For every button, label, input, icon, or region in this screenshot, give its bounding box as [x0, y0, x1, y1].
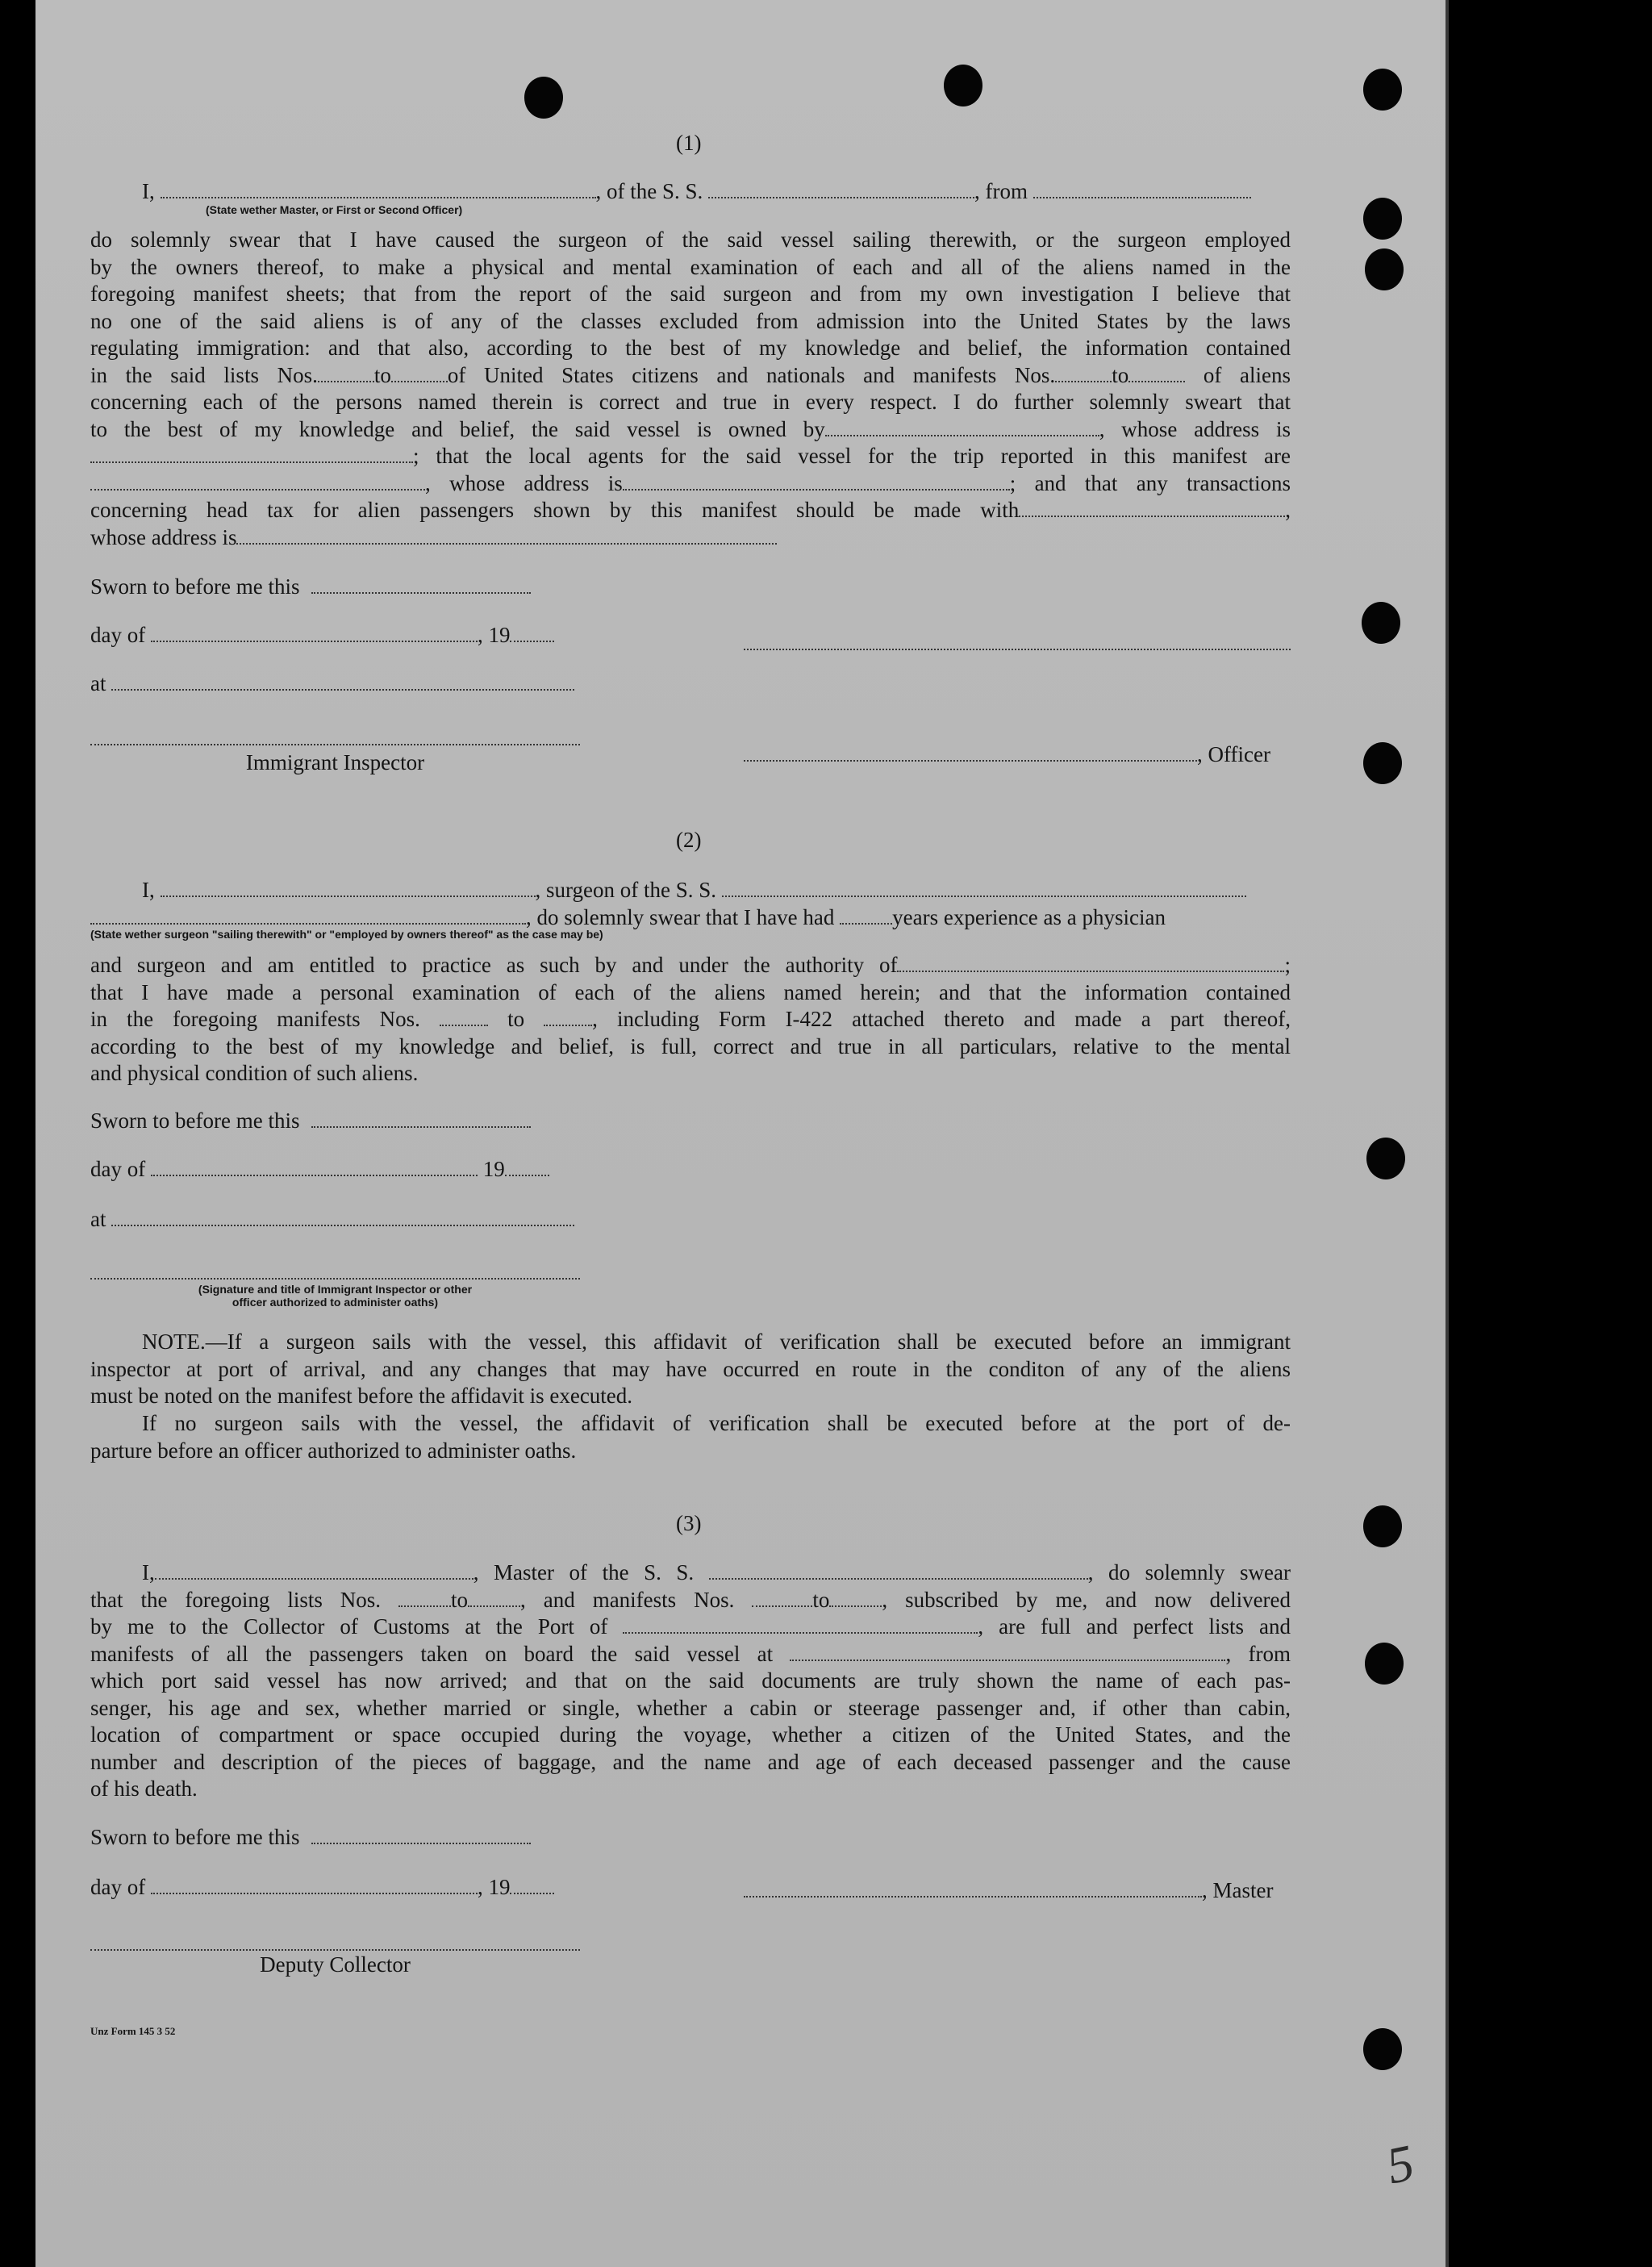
year-blank[interactable]	[505, 1160, 549, 1176]
note-line: must be noted on the manifest before the affidavit is executed.	[90, 1384, 633, 1408]
master-signature-line: , Master	[744, 1878, 1273, 1902]
section-1-heading: (1)	[676, 131, 702, 155]
handwritten-mark: 5	[1381, 2133, 1419, 2195]
surgeon-vessel-blank[interactable]	[722, 881, 1246, 897]
punch-hole	[1363, 742, 1402, 784]
sworn-line: Sworn to before me this	[90, 1825, 531, 1849]
body-line: foregoing manifest sheets; that from the report of the said surgeon and from my own investigation I believe that	[90, 282, 1291, 306]
head-tax-address-blank[interactable]	[236, 528, 777, 545]
section-2-heading: (2)	[676, 828, 702, 852]
day-of-line: day of , 19	[90, 623, 554, 647]
agents-line: ; that the local agents for the said vessel for the trip reported in this manifest are	[90, 443, 1291, 470]
officer-signature-line[interactable]	[744, 634, 1291, 650]
manifests-from-blank[interactable]	[1055, 366, 1112, 382]
inspector-signature-line[interactable]	[90, 1263, 580, 1280]
form-number: Unz Form 145 3 52	[90, 2025, 176, 2037]
lists-from-blank[interactable]	[318, 366, 374, 382]
lists-line: in the said lists Nos. to of United States citizens and nationals and manifests Nos. to of aliens	[90, 362, 1291, 387]
head-tax-line: concerning head tax for alien passengers shown by this manifest should be made with ,	[90, 498, 1291, 522]
state-note: (State wether Master, or First or Second Officer)	[206, 203, 463, 216]
authority-blank[interactable]	[897, 956, 1284, 972]
punch-hole	[1365, 248, 1404, 290]
lists-to-blank[interactable]	[468, 1591, 520, 1607]
surgeon-line: I, , surgeon of the S. S.	[142, 878, 1246, 902]
agents-address-blank[interactable]	[623, 474, 1010, 491]
body-line: according to the best of my knowledge and belief, is full, correct and true in all particulars, relative to the mental	[90, 1033, 1291, 1058]
body-line: of his death.	[90, 1776, 198, 1801]
body-line: by the owners thereof, to make a physical and mental examination of each and all of the aliens named in the	[90, 254, 1291, 279]
deputy-collector-label: Deputy Collector	[260, 1952, 411, 1977]
day-blank[interactable]	[151, 626, 478, 642]
sworn-date-blank[interactable]	[311, 578, 531, 594]
note-line: parture before an officer authorized to administer oaths.	[90, 1438, 577, 1463]
punch-hole	[944, 65, 982, 106]
i-label: I,	[142, 179, 155, 203]
port-blank[interactable]	[1033, 182, 1251, 198]
section-3-heading: (3)	[676, 1511, 702, 1535]
inspector-signature-line[interactable]	[90, 729, 580, 745]
manifests-to-blank[interactable]	[1128, 366, 1185, 382]
body-line: that I have made a personal examination of each of the aliens named herein; and that the information contained	[90, 979, 1291, 1004]
day-blank[interactable]	[151, 1160, 478, 1176]
surgeon-status-blank[interactable]	[90, 908, 526, 925]
officer-line: , Officer	[744, 742, 1270, 766]
body-line: regulating immigration: and that also, according to the best of my knowledge and belief, the information contained	[90, 336, 1291, 360]
section-1-body	[90, 227, 1291, 551]
master-line: I, , Master of the S. S. , do solemnly swear	[142, 1560, 1291, 1584]
day-of-line: day of , 19	[90, 1875, 554, 1899]
day-blank[interactable]	[151, 1878, 478, 1894]
body-line: do solemnly swear that I have caused the surgeon of the said vessel sailing therewith, or the surgeon employed	[90, 228, 1291, 252]
master-signature-blank[interactable]	[744, 1881, 1202, 1898]
note-paragraph-2	[90, 1410, 1291, 1464]
immigrant-inspector-label: Immigrant Inspector	[245, 750, 425, 774]
punch-hole	[1365, 1643, 1404, 1685]
agents-blank[interactable]	[90, 474, 425, 491]
years-blank[interactable]	[840, 908, 892, 925]
day-of-line: day of 19	[90, 1157, 549, 1181]
at-blank[interactable]	[111, 674, 574, 691]
lists-to-blank[interactable]	[391, 366, 448, 382]
authority-line: and surgeon and am entitled to practice as such by and under the authority of ;	[90, 953, 1291, 977]
manifests-to-blank[interactable]	[829, 1591, 882, 1607]
sworn-date-blank[interactable]	[311, 1112, 531, 1128]
body-line: senger, his age and sex, whether married or single, whether a cabin or steerage passenger and, if other than cabin,	[90, 1695, 1291, 1720]
section-3-body	[90, 1559, 1291, 1803]
head-tax-blank[interactable]	[1019, 501, 1285, 517]
surgeon-swear-line: , do solemnly swear that I have had years experience as a physician	[90, 905, 1166, 929]
body-line: which port said vessel has now arrived; and that on the said documents are truly shown the name of each pas-	[90, 1668, 1291, 1693]
section-2-body	[90, 952, 1291, 1088]
note-paragraph	[90, 1329, 1291, 1410]
surgeon-name-blank[interactable]	[161, 881, 536, 897]
at-line: at	[90, 1207, 574, 1231]
officer-name-blank[interactable]	[744, 745, 1197, 762]
collector-signature-line[interactable]	[90, 1935, 580, 1951]
manifests-from-blank[interactable]	[752, 1591, 812, 1607]
sworn-date-blank[interactable]	[311, 1828, 531, 1844]
manifests-line: in the foregoing manifests Nos. to , including Form I-422 attached thereto and made a part thereof,	[90, 1007, 1291, 1031]
body-line: location of compartment or space occupied during the voyage, whether a citizen of the United States, and the	[90, 1722, 1291, 1747]
manifests-from-blank[interactable]	[440, 1010, 488, 1026]
punch-hole	[1366, 1138, 1405, 1179]
signature-note: (Signature and title of Immigrant Inspector or other officer authorized to administer oaths)	[198, 1283, 473, 1309]
vessel-blank[interactable]	[708, 182, 974, 198]
punch-hole	[1363, 69, 1402, 111]
at-blank[interactable]	[111, 1210, 574, 1226]
master-name-blank[interactable]	[155, 1564, 473, 1580]
sworn-line: Sworn to before me this	[90, 1108, 531, 1133]
note-line: inspector at port of arrival, and any changes that may have occurred en route in the conditon of any of the aliens	[90, 1356, 1291, 1381]
sworn-line: Sworn to before me this	[90, 574, 531, 599]
agents-address-line: , whose address is ; and that any transactions	[90, 470, 1291, 498]
body-line: no one of the said aliens is of any of the classes excluded from admission into the United States by the laws	[90, 308, 1291, 333]
punch-hole	[1363, 198, 1402, 240]
note-line: NOTE.—If a surgeon sails with the vessel, this affidavit of verification shall be executed before an immigrant	[142, 1330, 1291, 1354]
lists-from-blank[interactable]	[398, 1591, 451, 1607]
punch-hole	[1363, 1505, 1402, 1547]
of-ss-label: , of the S. S.	[595, 179, 703, 203]
punch-hole	[1363, 2028, 1402, 2070]
owner-address-blank[interactable]	[90, 447, 413, 463]
head-tax-address-line: whose address is	[90, 524, 1291, 552]
section-1-first-line	[142, 179, 1251, 203]
master-vessel-blank[interactable]	[709, 1564, 1088, 1580]
body-line: number and description of the pieces of baggage, and the name and age of each deceased passenger and the cause	[90, 1749, 1291, 1774]
note-line: If no surgeon sails with the vessel, the affidavit of verification shall be executed before at the port of de-	[142, 1411, 1291, 1435]
vessel-at-line: manifests of all the passengers taken on board the said vessel at , from	[90, 1641, 1291, 1666]
body-line: and physical condition of such aliens.	[90, 1061, 419, 1085]
body-line: concerning each of the persons named therein is correct and true in every respect. I do further solemnly sweart that	[90, 390, 1291, 414]
at-line: at	[90, 671, 574, 695]
year-blank[interactable]	[510, 626, 554, 642]
from-label: , from	[974, 179, 1028, 203]
owner-line: to the best of my knowledge and belief, the said vessel is owned by , whose address is	[90, 416, 1291, 441]
manifests-to-blank[interactable]	[544, 1010, 592, 1026]
name-blank[interactable]	[161, 182, 596, 198]
page-edge	[1446, 0, 1449, 2267]
surgeon-state-note: (State wether surgeon "sailing therewith" or "employed by owners thereof" as the case may be)	[90, 928, 603, 941]
punch-hole	[1362, 602, 1400, 644]
year-blank[interactable]	[510, 1878, 554, 1894]
collector-line: by me to the Collector of Customs at the Port of , are full and perfect lists and	[90, 1614, 1291, 1639]
departure-port-blank[interactable]	[790, 1645, 1225, 1661]
lists-line: that the foregoing lists Nos. to , and manifests Nos. to , subscribed by me, and now delivered	[90, 1587, 1291, 1612]
owner-blank[interactable]	[825, 420, 1099, 436]
punch-hole	[524, 77, 563, 119]
port-blank[interactable]	[623, 1618, 978, 1634]
